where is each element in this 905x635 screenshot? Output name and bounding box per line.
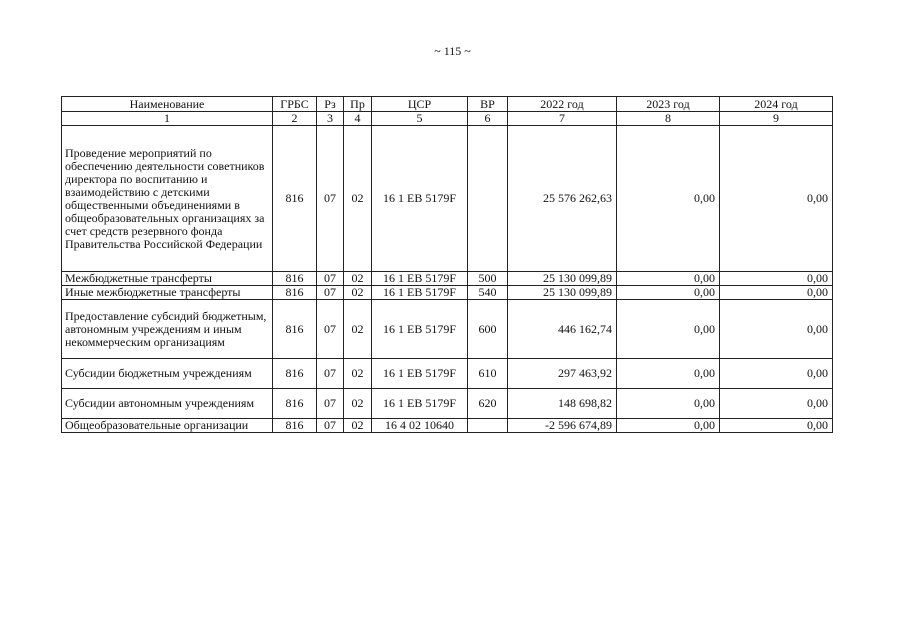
cell-csr: 16 1 ЕВ 5179F <box>372 286 468 300</box>
cell-csr: 16 1 ЕВ 5179F <box>372 126 468 272</box>
cell-2024: 0,00 <box>720 300 833 359</box>
cell-2022: 148 698,82 <box>508 389 617 419</box>
cell-pr: 02 <box>344 389 372 419</box>
column-index: 4 <box>344 112 372 126</box>
cell-csr: 16 1 ЕВ 5179F <box>372 300 468 359</box>
cell-name: Общеобразовательные организации <box>62 419 273 433</box>
table-row <box>62 286 833 300</box>
header-2022: 2022 год <box>508 97 617 112</box>
cell-2022: -2 596 674,89 <box>508 419 617 433</box>
header-csr: ЦСР <box>372 97 468 112</box>
cell-rz: 07 <box>317 389 344 419</box>
cell-vr <box>468 419 508 433</box>
table-row <box>62 272 833 286</box>
cell-pr: 02 <box>344 300 372 359</box>
cell-grbs: 816 <box>273 419 317 433</box>
cell-name: Предоставление субсидий бюджетным, автономным учреждениям и иным некоммерческим организациям <box>62 300 273 359</box>
cell-vr: 600 <box>468 300 508 359</box>
cell-2023: 0,00 <box>617 359 720 389</box>
cell-2022: 25 130 099,89 <box>508 286 617 300</box>
header-grbs: ГРБС <box>273 97 317 112</box>
cell-vr: 620 <box>468 389 508 419</box>
cell-2023: 0,00 <box>617 419 720 433</box>
cell-grbs: 816 <box>273 126 317 272</box>
cell-2024: 0,00 <box>720 389 833 419</box>
cell-rz: 07 <box>317 359 344 389</box>
header-vr: ВР <box>468 97 508 112</box>
cell-csr: 16 1 ЕВ 5179F <box>372 389 468 419</box>
cell-grbs: 816 <box>273 300 317 359</box>
cell-vr: 610 <box>468 359 508 389</box>
cell-2024: 0,00 <box>720 286 833 300</box>
cell-vr: 500 <box>468 272 508 286</box>
table-row <box>62 419 833 433</box>
cell-name: Иные межбюджетные трансферты <box>62 286 273 300</box>
table-row <box>62 389 833 419</box>
column-index: 9 <box>720 112 833 126</box>
column-index-row <box>62 112 833 126</box>
column-index: 7 <box>508 112 617 126</box>
header-rz: Рз <box>317 97 344 112</box>
table-row <box>62 359 833 389</box>
cell-pr: 02 <box>344 359 372 389</box>
cell-vr <box>468 126 508 272</box>
cell-rz: 07 <box>317 419 344 433</box>
table-header-row <box>62 97 833 112</box>
cell-rz: 07 <box>317 286 344 300</box>
cell-2023: 0,00 <box>617 300 720 359</box>
cell-name: Субсидии бюджетным учреждениям <box>62 359 273 389</box>
cell-2023: 0,00 <box>617 286 720 300</box>
column-index: 2 <box>273 112 317 126</box>
cell-2023: 0,00 <box>617 272 720 286</box>
cell-grbs: 816 <box>273 272 317 286</box>
cell-vr: 540 <box>468 286 508 300</box>
header-pr: Пр <box>344 97 372 112</box>
cell-name: Субсидии автономным учреждениям <box>62 389 273 419</box>
cell-rz: 07 <box>317 272 344 286</box>
cell-rz: 07 <box>317 300 344 359</box>
column-index: 1 <box>62 112 273 126</box>
cell-grbs: 816 <box>273 359 317 389</box>
cell-pr: 02 <box>344 126 372 272</box>
cell-csr: 16 1 ЕВ 5179F <box>372 359 468 389</box>
cell-2023: 0,00 <box>617 389 720 419</box>
cell-2024: 0,00 <box>720 419 833 433</box>
cell-csr: 16 1 ЕВ 5179F <box>372 272 468 286</box>
cell-2022: 25 576 262,63 <box>508 126 617 272</box>
budget-table <box>61 96 833 433</box>
cell-2024: 0,00 <box>720 359 833 389</box>
cell-pr: 02 <box>344 286 372 300</box>
cell-2023: 0,00 <box>617 126 720 272</box>
table-row <box>62 126 833 272</box>
column-index: 8 <box>617 112 720 126</box>
cell-rz: 07 <box>317 126 344 272</box>
table-row <box>62 300 833 359</box>
cell-pr: 02 <box>344 272 372 286</box>
cell-csr: 16 4 02 10640 <box>372 419 468 433</box>
cell-name: Межбюджетные трансферты <box>62 272 273 286</box>
page-number: ~ 115 ~ <box>434 44 471 58</box>
cell-2022: 297 463,92 <box>508 359 617 389</box>
cell-2022: 25 130 099,89 <box>508 272 617 286</box>
header-2023: 2023 год <box>617 97 720 112</box>
cell-2022: 446 162,74 <box>508 300 617 359</box>
cell-2024: 0,00 <box>720 126 833 272</box>
column-index: 5 <box>372 112 468 126</box>
cell-grbs: 816 <box>273 286 317 300</box>
cell-grbs: 816 <box>273 389 317 419</box>
cell-2024: 0,00 <box>720 272 833 286</box>
column-index: 3 <box>317 112 344 126</box>
header-2024: 2024 год <box>720 97 833 112</box>
cell-name: Проведение мероприятий по обеспечению деятельности советников директора по воспитанию и взаимодействию с детскими общественными объединениями в общеобразовательных организациях за счет средств резервного фонда Правительства Российской Федерации <box>62 126 273 272</box>
column-index: 6 <box>468 112 508 126</box>
cell-pr: 02 <box>344 419 372 433</box>
header-name: Наименование <box>62 97 273 112</box>
